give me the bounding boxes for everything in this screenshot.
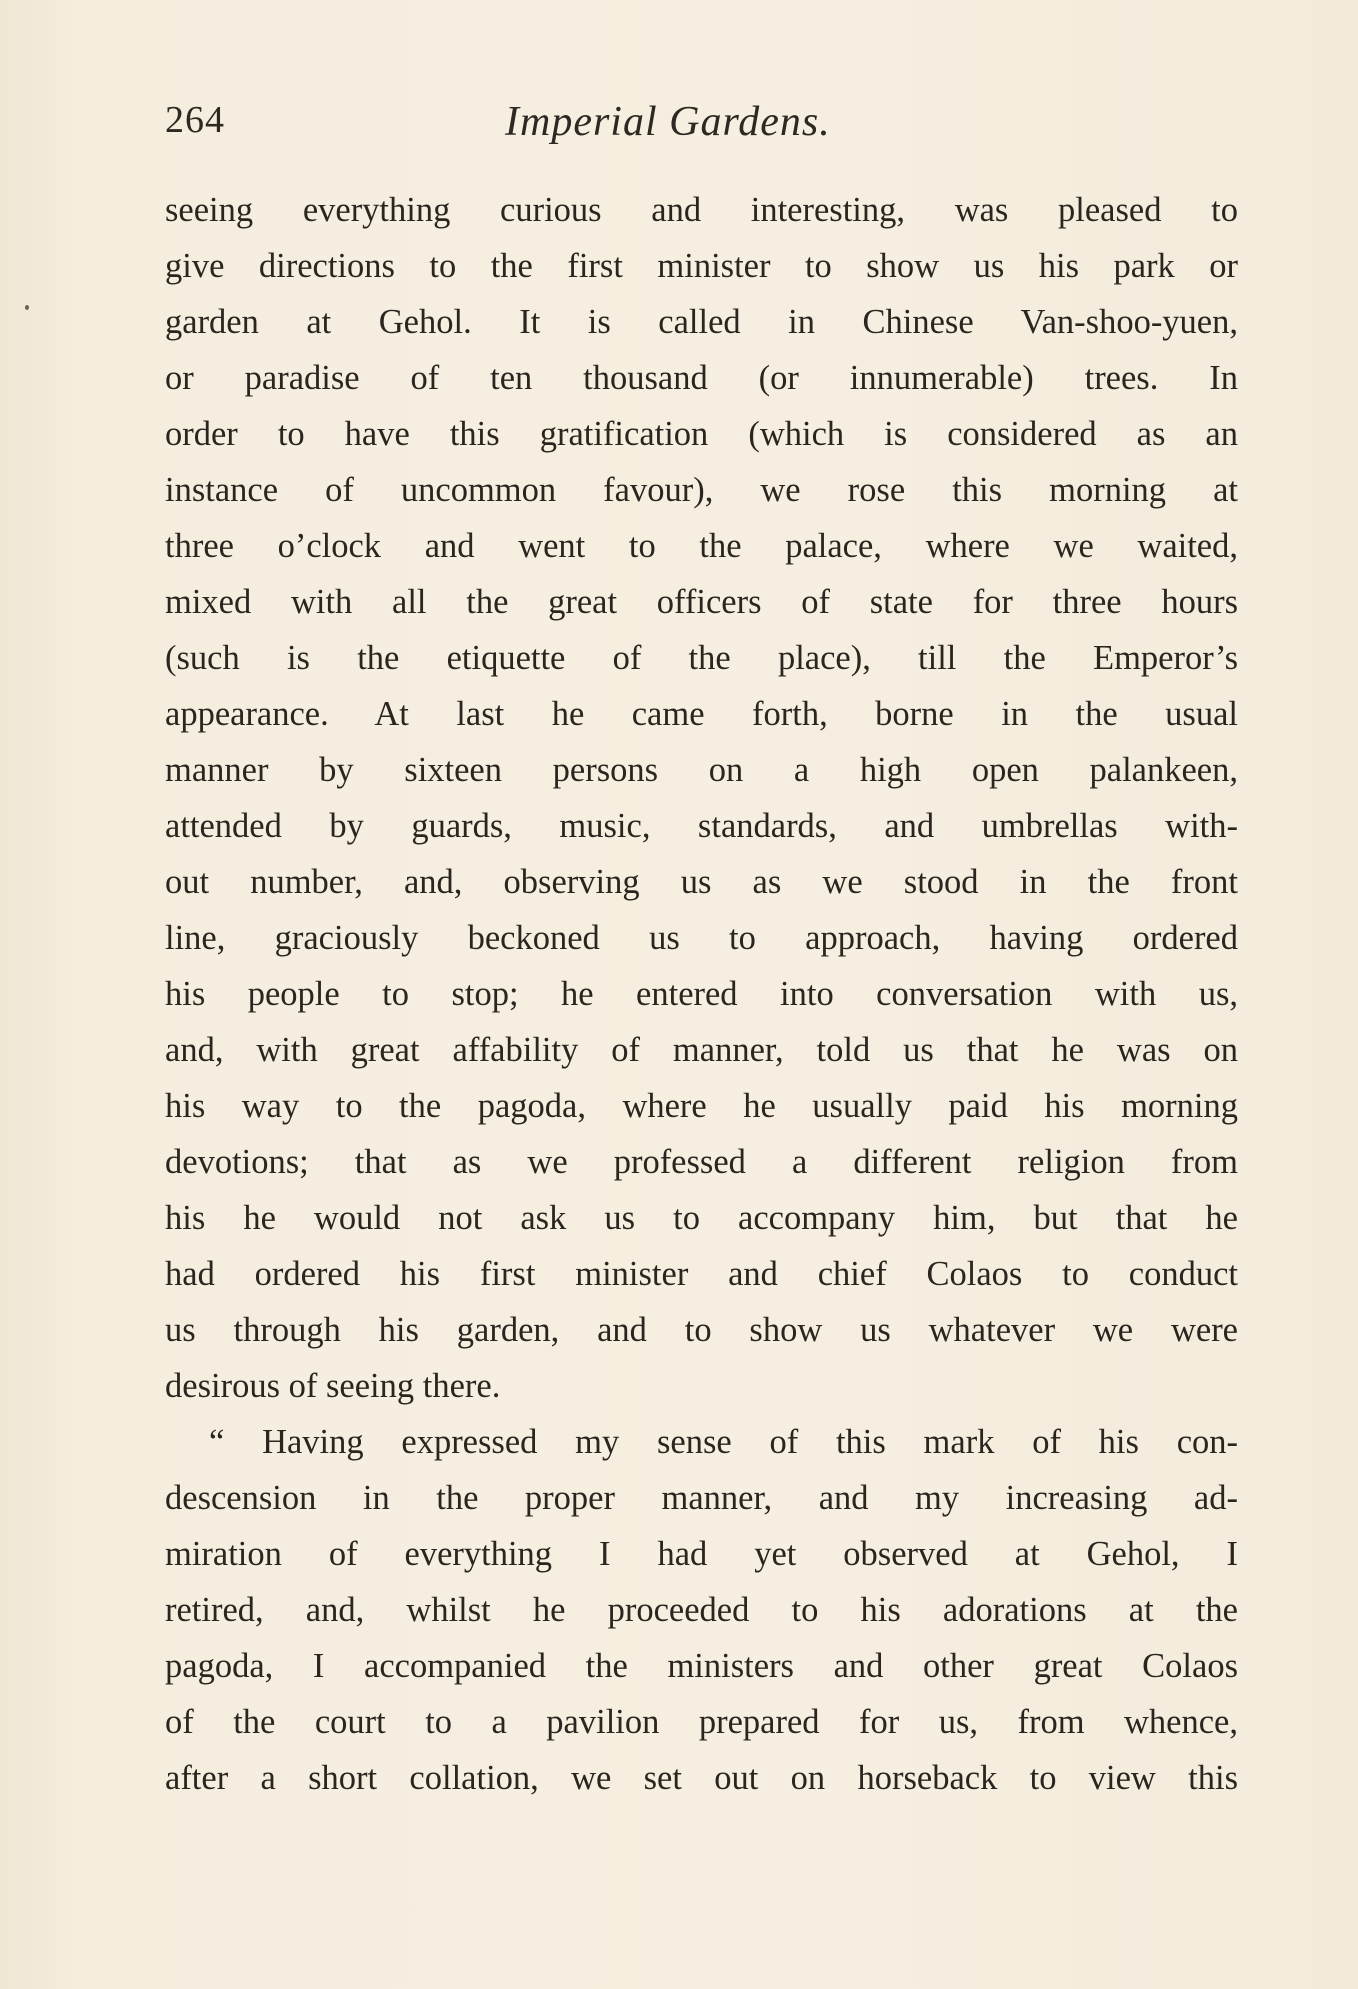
page-header bbox=[165, 92, 1245, 162]
paper-speck bbox=[25, 305, 29, 310]
page-number: 264 bbox=[165, 99, 225, 141]
text-line: and, with great affability of manner, told us that he was on bbox=[165, 1031, 1238, 1069]
text-line: descension in the proper manner, and my increasing ad- bbox=[165, 1479, 1238, 1517]
text-line: appearance. At last he came forth, borne in the usual bbox=[165, 695, 1238, 733]
text-line: retired, and, whilst he proceeded to his adorations at the bbox=[165, 1591, 1238, 1629]
text-line: desirous of seeing there. bbox=[165, 1367, 501, 1405]
body-text bbox=[165, 182, 1238, 1806]
text-line: his people to stop; he entered into conversation with us, bbox=[165, 975, 1238, 1013]
text-line: mixed with all the great officers of state for three hours bbox=[165, 583, 1238, 621]
text-line: seeing everything curious and interesting, was pleased to bbox=[165, 191, 1238, 229]
text-line: us through his garden, and to show us whatever we were bbox=[165, 1311, 1238, 1349]
text-line: miration of everything I had yet observed at Gehol, I bbox=[165, 1535, 1238, 1573]
text-line: attended by guards, music, standards, and umbrellas with- bbox=[165, 807, 1238, 845]
text-line: after a short collation, we set out on horseback to view this bbox=[165, 1759, 1238, 1797]
text-line: had ordered his first minister and chief Colaos to conduct bbox=[165, 1255, 1238, 1293]
text-line: garden at Gehol. It is called in Chinese Van-shoo-yuen, bbox=[165, 303, 1238, 341]
text-line: manner by sixteen persons on a high open palankeen, bbox=[165, 751, 1238, 789]
text-line: instance of uncommon favour), we rose this morning at bbox=[165, 471, 1238, 509]
text-line: or paradise of ten thousand (or innumerable) trees. In bbox=[165, 359, 1238, 397]
text-line: his way to the pagoda, where he usually paid his morning bbox=[165, 1087, 1238, 1125]
text-line: his he would not ask us to accompany him, but that he bbox=[165, 1199, 1238, 1237]
text-line: give directions to the first minister to show us his park or bbox=[165, 247, 1238, 285]
text-line: three o’clock and went to the palace, where we waited, bbox=[165, 527, 1238, 565]
text-line: line, graciously beckoned us to approach, having ordered bbox=[165, 919, 1238, 957]
text-line: (such is the etiquette of the place), till the Emperor’s bbox=[165, 639, 1238, 677]
text-line: out number, and, observing us as we stood in the front bbox=[165, 863, 1238, 901]
text-line: pagoda, I accompanied the ministers and other great Colaos bbox=[165, 1647, 1238, 1685]
text-line: of the court to a pavilion prepared for us, from whence, bbox=[165, 1703, 1238, 1741]
running-title: Imperial Gardens. bbox=[505, 99, 831, 145]
text-line: “ Having expressed my sense of this mark of his con- bbox=[209, 1423, 1238, 1461]
text-line: order to have this gratification (which is considered as an bbox=[165, 415, 1238, 453]
text-line: devotions; that as we professed a different religion from bbox=[165, 1143, 1238, 1181]
